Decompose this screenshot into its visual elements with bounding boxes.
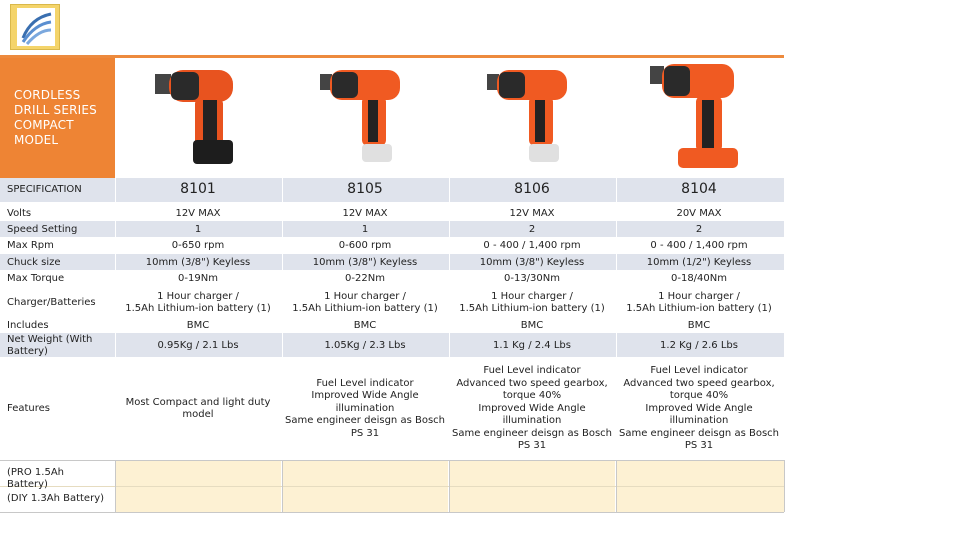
spec-value-cell: Fuel Level indicator Advanced two speed gearbox, torque 40% Improved Wide Angle illumination Same engineer deisgn as Bosch PS 31 bbox=[452, 365, 612, 452]
spec-value-cell: 0.95Kg / 2.1 Lbs bbox=[157, 339, 239, 351]
spec-value-cell: 2 bbox=[695, 223, 703, 235]
spec-value-cell: BMC bbox=[520, 319, 544, 331]
spec-value-cell: 1 bbox=[361, 223, 369, 235]
spec-row-label: Charger/Batteries bbox=[7, 297, 96, 308]
series-title-line: COMPACT bbox=[14, 118, 74, 132]
spec-value-cell: 0-18/40Nm bbox=[670, 272, 727, 284]
spec-value-cell: 1 bbox=[194, 223, 202, 235]
spec-row-label: Net Weight (With Battery) bbox=[7, 334, 93, 357]
col-separator bbox=[115, 460, 116, 512]
product-image-8105 bbox=[282, 60, 448, 176]
header-divider bbox=[0, 55, 784, 58]
product-image-8106 bbox=[449, 60, 615, 176]
product-image-8101 bbox=[115, 60, 281, 176]
model-8104: 8104 bbox=[681, 181, 717, 197]
spec-value-cell: 1 Hour charger / 1.5Ah Lithium-ion battery (1) bbox=[459, 290, 605, 314]
spec-value-cell: 12V MAX bbox=[342, 207, 388, 219]
spec-value-cell: 10mm (3/8") Keyless bbox=[479, 256, 585, 268]
spec-value-cell: 1.2 Kg / 2.6 Lbs bbox=[660, 339, 738, 351]
spec-label: SPECIFICATION bbox=[7, 184, 82, 195]
col-separator bbox=[282, 460, 283, 512]
spec-value-cell: BMC bbox=[186, 319, 210, 331]
spec-row-label: Max Torque bbox=[7, 273, 65, 284]
company-logo bbox=[10, 4, 60, 50]
model-8106: 8106 bbox=[514, 181, 550, 197]
logo-swirl-icon bbox=[17, 8, 55, 46]
table-rule bbox=[0, 512, 784, 513]
spec-row-label: (PRO 1.5Ah Battery) bbox=[7, 467, 65, 490]
spec-value-cell: 1.05Kg / 2.3 Lbs bbox=[324, 339, 406, 351]
model-8101: 8101 bbox=[180, 181, 216, 197]
series-title-box bbox=[0, 58, 115, 178]
series-title-line: DRILL SERIES bbox=[14, 103, 97, 117]
spec-value-cell: Fuel Level indicator Advanced two speed gearbox, torque 40% Improved Wide Angle illumination Same engineer deisgn as Bosch PS 31 bbox=[619, 365, 779, 452]
series-title bbox=[14, 88, 97, 148]
series-title-line: CORDLESS bbox=[14, 88, 81, 102]
series-title-line: MODEL bbox=[14, 133, 59, 147]
spec-value-cell: 0 - 400 / 1,400 rpm bbox=[650, 239, 748, 251]
spec-value-cell: BMC bbox=[687, 319, 711, 331]
spec-row-label: Includes bbox=[7, 320, 49, 331]
spec-value-cell: 10mm (1/2") Keyless bbox=[646, 256, 752, 268]
spec-value-cell: BMC bbox=[353, 319, 377, 331]
spec-value-cell: 0 - 400 / 1,400 rpm bbox=[483, 239, 581, 251]
col-separator bbox=[616, 460, 617, 512]
spec-value-cell: 1 Hour charger / 1.5Ah Lithium-ion battery (1) bbox=[125, 290, 271, 314]
spec-value-cell: 0-19Nm bbox=[178, 272, 218, 284]
spec-value-cell: 12V MAX bbox=[175, 207, 221, 219]
spec-value-cell: 0-13/30Nm bbox=[503, 272, 560, 284]
col-separator bbox=[449, 460, 450, 512]
spec-value-cell: 2 bbox=[528, 223, 536, 235]
spec-row-label: (DIY 1.3Ah Battery) bbox=[7, 493, 105, 504]
spec-value-cell: 0-600 rpm bbox=[338, 239, 392, 251]
table-rule bbox=[0, 460, 784, 461]
spec-row-label: Chuck size bbox=[7, 257, 61, 268]
spec-value-cell: 0-650 rpm bbox=[171, 239, 225, 251]
table-rule bbox=[0, 486, 784, 487]
spec-value-cell: Fuel Level indicator Improved Wide Angle illumination Same engineer deisgn as Bosch PS 31 bbox=[285, 377, 445, 439]
spec-value-cell: 1.1 Kg / 2.4 Lbs bbox=[493, 339, 571, 351]
spec-row-label: Max Rpm bbox=[7, 240, 54, 251]
spec-value-cell: 20V MAX bbox=[676, 207, 722, 219]
spec-value-cell: 12V MAX bbox=[509, 207, 555, 219]
product-image-8104 bbox=[616, 60, 782, 176]
col-separator bbox=[784, 460, 785, 512]
spec-value-cell: 10mm (3/8") Keyless bbox=[145, 256, 251, 268]
spec-value-cell: 1 Hour charger / 1.5Ah Lithium-ion battery (1) bbox=[292, 290, 438, 314]
spec-row-label: Features bbox=[7, 403, 50, 414]
spec-row-label: Speed Setting bbox=[7, 224, 78, 235]
spec-value-cell: 0-22Nm bbox=[345, 272, 385, 284]
model-8105: 8105 bbox=[347, 181, 383, 197]
spec-value-cell: 10mm (3/8") Keyless bbox=[312, 256, 418, 268]
spec-value-cell: 1 Hour charger / 1.5Ah Lithium-ion battery (1) bbox=[626, 290, 772, 314]
spec-row-label: Volts bbox=[7, 208, 32, 219]
spec-value-cell: Most Compact and light duty model bbox=[125, 396, 271, 420]
